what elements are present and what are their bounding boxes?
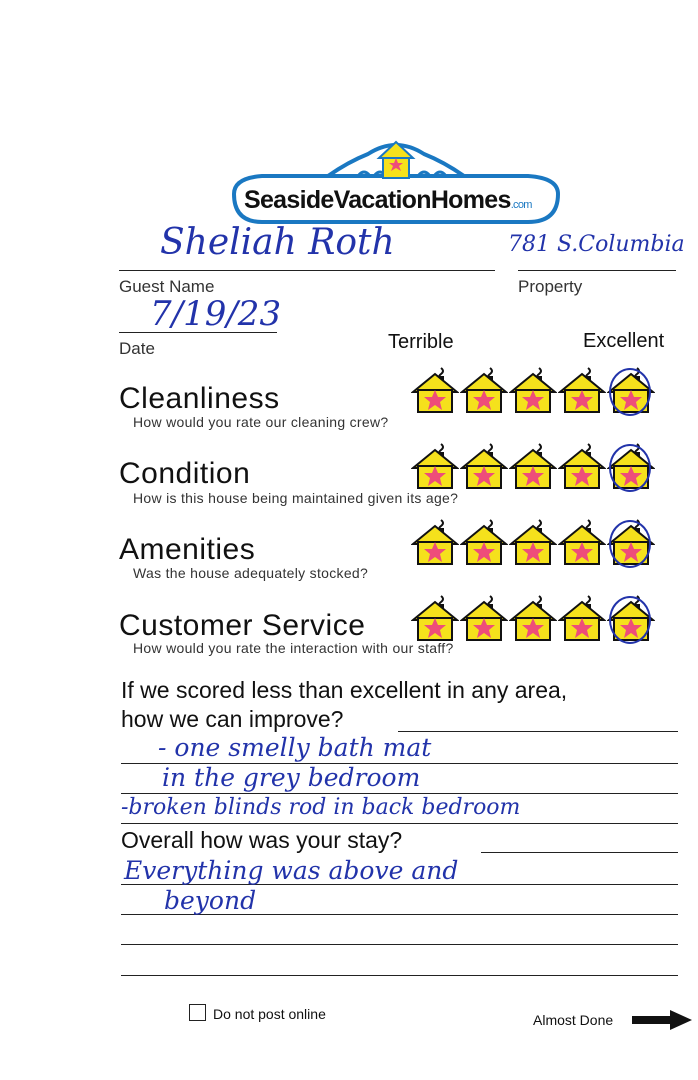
- house-rating-2-icon[interactable]: [460, 364, 508, 419]
- overall-line-3: [121, 944, 678, 945]
- rating-title-customer-service: Customer Service: [119, 609, 366, 642]
- property-label: Property: [518, 277, 583, 296]
- rating-question-amenities: Was the house adequately stocked?: [133, 565, 369, 581]
- rating-question-cleanliness: How would you rate our cleaning crew?: [133, 414, 389, 430]
- logo-brand: SeasideVacationHomes: [244, 186, 511, 214]
- property-value: 781 S.Columbia: [508, 232, 685, 257]
- house-rating-4-icon[interactable]: [558, 440, 606, 495]
- house-rating-4-icon[interactable]: [558, 516, 606, 571]
- overall-answer-line1: Everything was above and: [124, 856, 459, 885]
- do-not-post-label: Do not post online: [213, 1006, 326, 1022]
- house-rating-1-icon[interactable]: [411, 364, 459, 419]
- selected-rating-circle: [609, 596, 651, 644]
- rating-title-condition: Condition: [119, 457, 251, 490]
- house-rating-5-icon[interactable]: [607, 364, 655, 419]
- guest-name-label: Guest Name: [119, 277, 215, 296]
- improve-question-line1: If we scored less than excellent in any area,: [121, 677, 568, 703]
- guest-name-line: [119, 270, 495, 271]
- arrow-right-icon: [632, 1010, 692, 1030]
- date-label: Date: [119, 339, 155, 358]
- improve-line-2: [121, 793, 678, 794]
- rating-title-amenities: Amenities: [119, 533, 256, 566]
- house-rating-2-icon[interactable]: [460, 516, 508, 571]
- improve-line-0: [398, 731, 678, 732]
- selected-rating-circle: [609, 444, 651, 492]
- improve-answer-line1: - one smelly bath mat: [158, 733, 432, 762]
- logo-brand-text: [244, 186, 532, 215]
- overall-line-4: [121, 975, 678, 976]
- house-rating-3-icon[interactable]: [509, 364, 557, 419]
- rating-houses-cleanliness: [411, 364, 655, 419]
- date-value: 7/19/23: [150, 294, 282, 334]
- selected-rating-circle: [609, 368, 651, 416]
- scale-low-label: Terrible: [388, 331, 454, 353]
- rating-houses-customer-service: [411, 592, 655, 647]
- house-rating-3-icon[interactable]: [509, 592, 557, 647]
- house-rating-5-icon[interactable]: [607, 592, 655, 647]
- overall-line-0: [481, 852, 678, 853]
- rating-title-cleanliness: Cleanliness: [119, 382, 280, 415]
- guest-name-value: Sheliah Roth: [160, 222, 395, 263]
- improve-question-line2: how we can improve?: [121, 706, 344, 732]
- date-line: [119, 332, 277, 333]
- rating-question-condition: How is this house being maintained given its age?: [133, 490, 459, 506]
- logo-tld: .com: [510, 199, 532, 211]
- overall-question: Overall how was your stay?: [121, 827, 403, 853]
- overall-answer-line2: beyond: [164, 886, 257, 915]
- rating-question-customer-service: How would you rate the interaction with our staff?: [133, 640, 454, 656]
- almost-done-label: Almost Done: [533, 1012, 614, 1028]
- do-not-post-checkbox[interactable]: [189, 1004, 206, 1021]
- house-rating-2-icon[interactable]: [460, 440, 508, 495]
- property-line: [518, 270, 676, 271]
- house-rating-5-icon[interactable]: [607, 440, 655, 495]
- improve-answer-line3: -broken blinds rod in back bedroom: [121, 795, 521, 820]
- house-rating-3-icon[interactable]: [509, 516, 557, 571]
- house-rating-1-icon[interactable]: [411, 516, 459, 571]
- rating-houses-amenities: [411, 516, 655, 571]
- scale-high-label: Excellent: [583, 330, 665, 352]
- house-rating-3-icon[interactable]: [509, 440, 557, 495]
- house-rating-4-icon[interactable]: [558, 592, 606, 647]
- improve-line-3: [121, 823, 678, 824]
- house-rating-5-icon[interactable]: [607, 516, 655, 571]
- selected-rating-circle: [609, 520, 651, 568]
- rating-houses-condition: [411, 440, 655, 495]
- house-rating-4-icon[interactable]: [558, 364, 606, 419]
- house-rating-2-icon[interactable]: [460, 592, 508, 647]
- house-rating-1-icon[interactable]: [411, 440, 459, 495]
- house-rating-1-icon[interactable]: [411, 592, 459, 647]
- improve-answer-line2: in the grey bedroom: [162, 763, 421, 792]
